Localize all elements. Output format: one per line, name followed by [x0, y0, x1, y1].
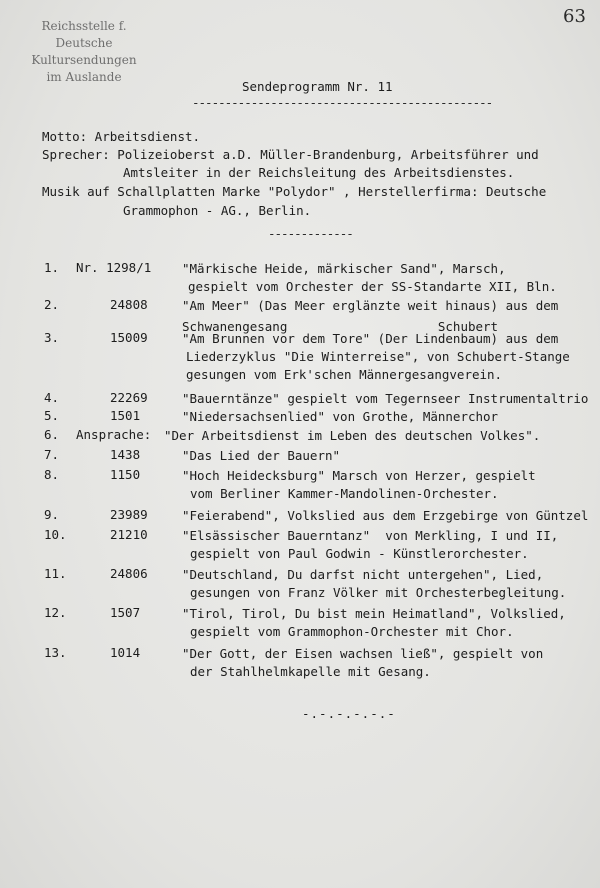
desc-line: Liederzyklus "Die Winterreise", von Schubert-Stange — [186, 349, 570, 364]
stamp-line-3: im Auslande — [46, 70, 122, 84]
desc-line: "Der Gott, der Eisen wachsen ließ", gespielt von — [182, 646, 544, 661]
catalog-number: Nr. 1298/1 — [76, 260, 152, 275]
item-description — [182, 467, 536, 503]
item-description — [182, 390, 588, 408]
desc-line: "Feierabend", Volkslied aus dem Erzgebirge von Güntzel — [182, 508, 589, 523]
item-number: 7. — [44, 447, 60, 462]
desc-line: der Stahlhelmkapelle mit Gesang. — [190, 664, 431, 679]
desc-line: gespielt vom Grammophon-Orchester mit Chor. — [190, 624, 514, 639]
catalog-number: 23989 — [110, 507, 148, 522]
header-separator: ------------- — [268, 226, 353, 241]
catalog-number: 1150 — [110, 467, 141, 482]
item-number: 5. — [44, 408, 60, 423]
item-number: 12. — [44, 605, 67, 620]
desc-line: "Das Lied der Bauern" — [182, 448, 341, 463]
music-line-2: Grammophon - AG., Berlin. — [123, 203, 312, 218]
speaker-line-2: Amtsleiter in der Reichsleitung des Arbeitsdienstes. — [123, 165, 515, 180]
item-number: 13. — [44, 645, 67, 660]
desc-line: "Deutschland, Du darfst nicht untergehen", Lied, — [182, 567, 544, 582]
desc-line: Schwanengesang Schubert — [182, 319, 499, 334]
institution-stamp — [18, 18, 150, 86]
item-description — [182, 330, 570, 384]
item-description — [182, 260, 557, 296]
item-number: 10. — [44, 527, 67, 542]
end-mark: -.-.-.-.-.- — [302, 706, 396, 721]
item-description — [182, 527, 558, 563]
item-number: 9. — [44, 507, 60, 522]
item-number: 3. — [44, 330, 60, 345]
catalog-number: 1438 — [110, 447, 141, 462]
catalog-label: Ansprache: — [76, 427, 152, 442]
speaker-line-1: Sprecher: Polizeioberst a.D. Müller-Brandenburg, Arbeitsführer und — [42, 147, 539, 162]
desc-line: "Tirol, Tirol, Du bist mein Heimatland", Volkslied, — [182, 606, 566, 621]
motto-line: Motto: Arbeitsdienst. — [42, 129, 201, 144]
desc-line: gespielt vom Orchester der SS-Standarte XII, Bln. — [188, 279, 557, 294]
music-line-1: Musik auf Schallplatten Marke "Polydor" , Herstellerfirma: Deutsche — [42, 184, 547, 199]
desc-line: "Elsässischer Bauerntanz" von Merkling, I und II, — [182, 528, 559, 543]
catalog-number: 1014 — [110, 645, 141, 660]
desc-line: "Hoch Heidecksburg" Marsch von Herzer, gespielt — [182, 468, 536, 483]
desc-line: "Der Arbeitsdienst im Leben des deutschen Volkes". — [164, 428, 541, 443]
desc-line: gespielt von Paul Godwin - Künstlerorchester. — [190, 546, 529, 561]
desc-line: "Am Meer" (Das Meer erglänzte weit hinaus) aus dem — [182, 298, 559, 313]
item-number: 1. — [44, 260, 60, 275]
item-number: 8. — [44, 467, 60, 482]
desc-line: "Bauerntänze" gespielt vom Tegernseer Instrumentaltrio — [182, 391, 589, 406]
catalog-number: 24806 — [110, 566, 148, 581]
desc-line: gesungen vom Erk'schen Männergesangverein. — [186, 367, 503, 382]
desc-line: "Am Brunnen vor dem Tore" (Der Lindenbaum) aus dem — [182, 331, 559, 346]
catalog-number: 21210 — [110, 527, 148, 542]
catalog-number: 24808 — [110, 297, 148, 312]
catalog-number: 22269 — [110, 390, 148, 405]
item-description — [182, 645, 543, 681]
desc-line: "Niedersachsenlied" von Grothe, Männerchor — [182, 409, 499, 424]
item-description — [182, 507, 588, 525]
item-number: 6. — [44, 427, 60, 442]
catalog-number: 1507 — [110, 605, 141, 620]
desc-line: gesungen von Franz Völker mit Orchesterbegleitung. — [190, 585, 567, 600]
catalog-number: 15009 — [110, 330, 148, 345]
item-description — [182, 408, 498, 426]
page-number: 63 — [563, 6, 586, 27]
item-description — [182, 566, 566, 602]
item-number: 4. — [44, 390, 60, 405]
stamp-line-1: Reichsstelle f. Deutsche — [41, 19, 127, 50]
desc-line: vom Berliner Kammer-Mandolinen-Orchester. — [190, 486, 499, 501]
item-description — [182, 447, 340, 465]
catalog-number: 1501 — [110, 408, 141, 423]
stamp-line-2: Kultursendungen — [31, 53, 137, 67]
document-title: Sendeprogramm Nr. 11 — [242, 79, 393, 94]
item-description — [182, 605, 566, 641]
item-number: 11. — [44, 566, 67, 581]
item-description — [164, 427, 540, 445]
title-underline: ---------------------------------------------- — [192, 95, 493, 110]
desc-line: "Märkische Heide, märkischer Sand", Marsch, — [182, 261, 506, 276]
item-number: 2. — [44, 297, 60, 312]
